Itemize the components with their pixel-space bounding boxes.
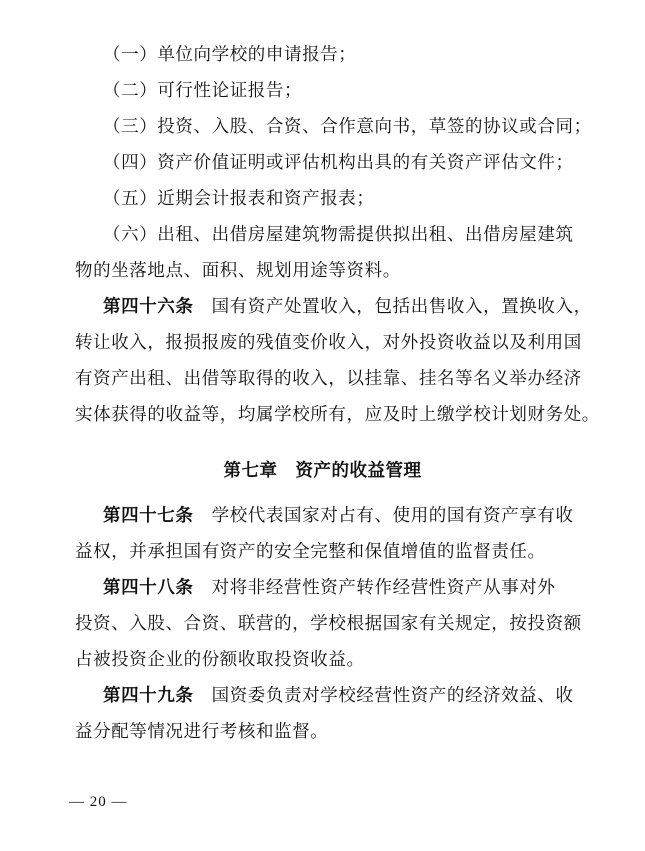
- article-49-line-2: 益分配等情况进行考核和监督。: [75, 722, 329, 742]
- article-49-label: 第四十九条: [103, 686, 194, 706]
- article-48-label: 第四十八条: [103, 578, 194, 598]
- article-48-line-3: 占被投资企业的份额收取投资收益。: [75, 650, 365, 670]
- article-48-text: 对将非经营性资产转作经营性资产从事对外: [211, 578, 556, 598]
- list-item-5: （五）近期会计报表和资产报表；: [103, 189, 375, 209]
- article-48-first-line: [103, 577, 556, 599]
- article-47-line-2: 益权，并承担国有资产的安全完整和保值增值的监督责任。: [75, 542, 546, 562]
- article-46-text: 国有资产处置收入，包括出售收入，置换收入，: [211, 297, 592, 317]
- article-49-text: 国资委负责对学校经营性资产的经济效益、收: [211, 686, 574, 706]
- chapter-title: 第七章 资产的收益管理: [223, 461, 422, 481]
- page-number: — 20 —: [69, 794, 128, 810]
- article-47-first-line: [103, 505, 574, 527]
- article-46-line-3: 有资产出租、出借等取得的收入，以挂靠、挂名等名义举办经济: [75, 369, 582, 389]
- article-47-text: 学校代表国家对占有、使用的国有资产享有收: [211, 506, 574, 526]
- article-46-line-2: 转让收入，报损报废的残值变价收入，对外投资收益以及利用国: [75, 333, 582, 353]
- list-item-3: （三）投资、入股、合资、合作意向书，草签的协议或合同；: [103, 117, 592, 137]
- list-item-4: （四）资产价值证明或评估机构出具的有关资产评估文件；: [103, 153, 574, 173]
- list-item-6: （六）出租、出借房屋建筑物需提供拟出租、出借房屋建筑: [103, 225, 574, 245]
- list-item-6-continued: 物的坐落地点、面积、规划用途等资料。: [75, 261, 401, 281]
- article-49-first-line: [103, 685, 574, 707]
- article-48-line-2: 投资、入股、合资、联营的，学校根据国家有关规定，按投资额: [75, 614, 582, 634]
- list-item-1: （一）单位向学校的申请报告；: [103, 45, 357, 65]
- article-46-label: 第四十六条: [103, 297, 194, 317]
- list-item-2: （二）可行性论证报告；: [103, 81, 303, 101]
- article-47-label: 第四十七条: [103, 506, 194, 526]
- article-46-line-4: 实体获得的收益等，均属学校所有，应及时上缴学校计划财务处。: [75, 405, 600, 425]
- article-46-first-line: [103, 296, 592, 318]
